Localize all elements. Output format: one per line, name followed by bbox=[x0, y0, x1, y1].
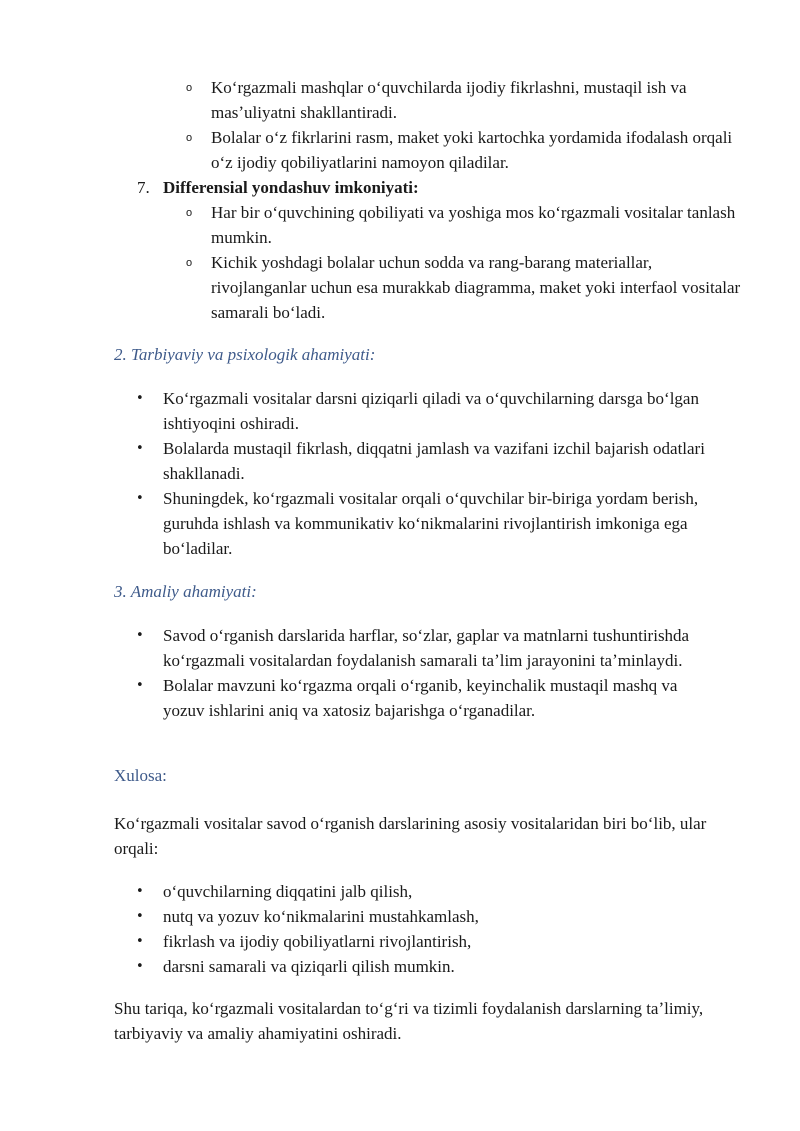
list-item-text: Koʻrgazmali vositalar darsni qiziqarli qiladi va oʻquvchilarning darsga boʻlgan ishtiyoqini oshiradi. bbox=[163, 389, 699, 433]
list-item bbox=[0, 436, 723, 486]
list-item bbox=[0, 75, 751, 125]
item7-sub-list bbox=[0, 200, 800, 325]
bullet-marker: • bbox=[136, 491, 144, 506]
section-title-3: 3. Amaliy ahamiyati: bbox=[114, 582, 257, 601]
bullet-marker: • bbox=[136, 441, 144, 456]
sub-bullet-marker: o bbox=[186, 132, 193, 144]
list-item bbox=[0, 250, 751, 325]
list-item-text: Savod oʻrganish darslarida harflar, soʻzlar, gaplar va matnlarni tushuntirishda koʻrgazmali vositalardan foydalanish samarali taʼlim jarayonini taʼminlaydi. bbox=[163, 626, 690, 670]
list-item bbox=[0, 673, 723, 723]
list-item-text: oʻquvchilarning diqqatini jalb qilish, bbox=[163, 882, 413, 901]
list-item-text: Kichik yoshdagi bolalar uchun sodda va rang-barang materiallar, rivojlanganlar uchun esa murakkab diagramma, maket yoki interfaol vositalar samarali boʻladi. bbox=[211, 253, 741, 322]
list-item bbox=[0, 200, 751, 250]
section2-bullet-list bbox=[0, 386, 800, 561]
list-item bbox=[0, 929, 723, 954]
list-item-text: Bolalar mavzuni koʻrgazma orqali oʻrganib, keyinchalik mustaqil mashq va yozuv ishlarini aniq va xatosiz bajarishga oʻrganadilar. bbox=[163, 676, 678, 720]
conclusion-closing: Shu tariqa, koʻrgazmali vositalardan toʻgʻri va tizimli foydalanish darslarning taʼlimiy, tarbiyaviy va amaliy ahamiyatini oshiradi. bbox=[114, 999, 704, 1043]
sub-bullet-marker: o bbox=[186, 207, 193, 219]
section-title-2: 2. Tarbiyaviy va psixologik ahamiyati: bbox=[114, 345, 376, 364]
bullet-marker: • bbox=[136, 909, 144, 924]
list-item bbox=[0, 486, 723, 561]
top-sub-list bbox=[0, 75, 800, 175]
heading-text: Differensial yondashuv imkoniyati: bbox=[163, 178, 419, 197]
list-item bbox=[0, 125, 751, 175]
list-item bbox=[0, 879, 723, 904]
list-item-text: nutq va yozuv koʻnikmalarini mustahkamlash, bbox=[163, 907, 479, 926]
conclusion-bullet-list bbox=[0, 879, 800, 979]
conclusion-intro: Koʻrgazmali vositalar savod oʻrganish darslarining asosiy vositalaridan biri boʻlib, ular orqali: bbox=[114, 814, 707, 858]
list-item bbox=[0, 386, 723, 436]
list-number: 7. bbox=[137, 178, 150, 197]
section3-bullet-list bbox=[0, 623, 800, 723]
bullet-marker: • bbox=[136, 391, 144, 406]
numbered-heading-7 bbox=[137, 175, 419, 200]
bullet-marker: • bbox=[136, 959, 144, 974]
conclusion-title: Xulosa: bbox=[114, 766, 167, 785]
list-item bbox=[0, 623, 723, 673]
list-item-text: Koʻrgazmali mashqlar oʻquvchilarda ijodiy fikrlashni, mustaqil ish va masʼuliyatni shakllantiradi. bbox=[211, 78, 687, 122]
list-item-text: darsni samarali va qiziqarli qilish mumkin. bbox=[163, 957, 455, 976]
list-item bbox=[0, 904, 723, 929]
bullet-marker: • bbox=[136, 678, 144, 693]
sub-bullet-marker: o bbox=[186, 82, 193, 94]
list-item-text: Har bir oʻquvchining qobiliyati va yoshiga mos koʻrgazmali vositalar tanlash mumkin. bbox=[211, 203, 736, 247]
list-item-text: Bolalar oʻz fikrlarini rasm, maket yoki kartochka yordamida ifodalash orqali oʻz ijodiy qobiliyatlarini namoyon qiladilar. bbox=[211, 128, 733, 172]
list-item-text: fikrlash va ijodiy qobiliyatlarni rivojlantirish, bbox=[163, 932, 472, 951]
bullet-marker: • bbox=[136, 934, 144, 949]
list-item-text: Shuningdek, koʻrgazmali vositalar orqali oʻquvchilar bir-biriga yordam berish, guruhda ishlash va kommunikativ koʻnikmalarini rivojlantirish imkoniga ega boʻladilar. bbox=[163, 489, 699, 558]
bullet-marker: • bbox=[136, 884, 144, 899]
list-item bbox=[0, 954, 723, 979]
list-item-text: Bolalarda mustaqil fikrlash, diqqatni jamlash va vazifani izchil bajarish odatlari shakllanadi. bbox=[163, 439, 705, 483]
sub-bullet-marker: o bbox=[186, 257, 193, 269]
bullet-marker: • bbox=[136, 628, 144, 643]
